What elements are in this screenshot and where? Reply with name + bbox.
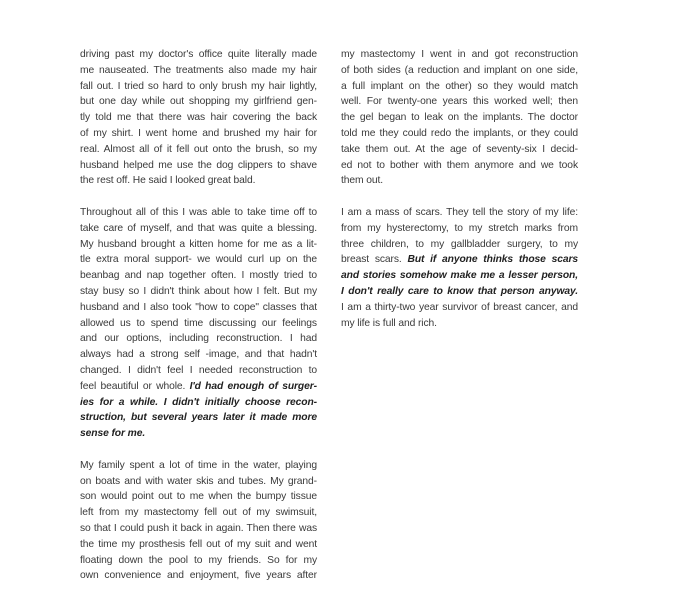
text-line: them out. [341, 175, 384, 187]
left-paragraph-2 [80, 205, 317, 442]
text-line: me nauseated. The treatments also made my hair [80, 64, 317, 76]
emphasis-line: sense for me. [80, 428, 146, 440]
text-line: of both sides (a reduction and implant on one side, [341, 64, 578, 76]
text-line: told me they could redo the implants, or they could [341, 127, 578, 139]
paragraph-gap [80, 189, 317, 205]
text-line: tle extra moral support- we would curl up on the [80, 254, 317, 266]
left-paragraph-3 [80, 458, 317, 584]
text-line: I am a mass of scars. They tell the story of my life: [341, 206, 578, 218]
text-line: but one day while out shopping my girlfriend gen- [80, 96, 317, 108]
text-line: always had a strong self -image, and that hadn't [80, 349, 317, 361]
text-line: driving past my doctor's office quite literally made [80, 49, 317, 60]
right-paragraph-2 [341, 205, 578, 331]
text-line: son would point out to me when the bumpy tissue [80, 491, 317, 503]
text-line: husband helped me use the dog clippers to shave [80, 159, 317, 171]
mixed-emphasis-line [80, 379, 317, 395]
text-line: take care of myself, and that was quite a blessing. [80, 222, 317, 234]
plain-text: breast scars. [341, 254, 408, 266]
text-line: fall out. I tried so hard to only brush my hair lightly, [80, 80, 317, 92]
text-line: my mastectomy I went in and got reconstruction [341, 49, 578, 60]
text-line: husband and I also took "how to cope" classes that [80, 301, 317, 313]
text-line: My family spent a lot of time in the water, playing [80, 459, 317, 471]
text-line: from my hysterectomy, to my stretch marks from [341, 222, 578, 234]
text-line: of my shirt. I went home and brushed my hair for [80, 127, 317, 139]
text-line: the rest off. He said I looked great bald. [80, 175, 256, 187]
text-line: Throughout all of this I was able to take time off to [80, 206, 317, 218]
text-line: take them out. At the age of seventy-six I decid- [341, 143, 578, 155]
emphasis-line: ies for a while. I didn't initially choose recon- [80, 396, 317, 408]
paragraph-gap [80, 442, 317, 458]
text-line: floating down the pool to my friends. So for my [80, 554, 317, 566]
text-line: real. Almost all of it fell out onto the brush, so my [80, 143, 317, 155]
text-line: tly told me that there was hair covering the back [80, 112, 317, 124]
text-line: changed. I didn't feel I needed reconstruction to [80, 364, 317, 376]
text-line: own convenience and enjoyment, five years after [80, 570, 317, 582]
text-line: three children, to my gallbladder surgery, to my [341, 238, 578, 250]
text-line: so that I could push it back in again. Then there was [80, 522, 317, 534]
text-line: My husband brought a kitten home for me as a lit- [80, 238, 317, 250]
text-line: left from my mastectomy fell out of my swimsuit, [80, 507, 317, 519]
emphasis-line: struction, but several years later it made more [80, 412, 317, 424]
emphasis-text: I'd had enough of surger- [189, 380, 317, 392]
emphasis-line: and stories somehow make me a lesser person, [341, 270, 578, 282]
paragraph-gap [341, 189, 578, 205]
text-line: allowed us to spend time discussing our feelings [80, 317, 317, 329]
text-line: I am a thirty-two year survivor of breast cancer, and [341, 301, 578, 313]
text-line: stay busy so I didn't think about how I felt. But my [80, 285, 317, 297]
emphasis-text: But if anyone thinks those scars [407, 254, 579, 266]
mixed-emphasis-line [341, 252, 578, 268]
text-line: well. For twenty-one years this worked well; then [341, 96, 578, 108]
right-column [341, 47, 578, 331]
emphasis-line: I don't really care to know that person anyway. [341, 285, 578, 297]
text-line: a full implant on the other) so they would match [341, 80, 578, 92]
text-line: the gel began to leak on the implants. The doctor [341, 112, 578, 124]
text-line: the time my prosthesis fell out of my suit and went [80, 538, 317, 550]
text-line: ed not to bother with them anymore and we took [341, 159, 578, 171]
left-paragraph-1 [80, 47, 317, 189]
text-line: beanbag and nap together often. I mostly tried to [80, 270, 317, 282]
text-line: my life is full and rich. [341, 317, 437, 329]
plain-text: feel beautiful or whole. [80, 380, 190, 392]
text-line: and our options, including reconstruction. I had [80, 333, 317, 345]
left-column [80, 47, 317, 584]
right-paragraph-1 [341, 47, 578, 189]
text-line: on boats and with water skis and tubes. My grand- [80, 475, 317, 487]
